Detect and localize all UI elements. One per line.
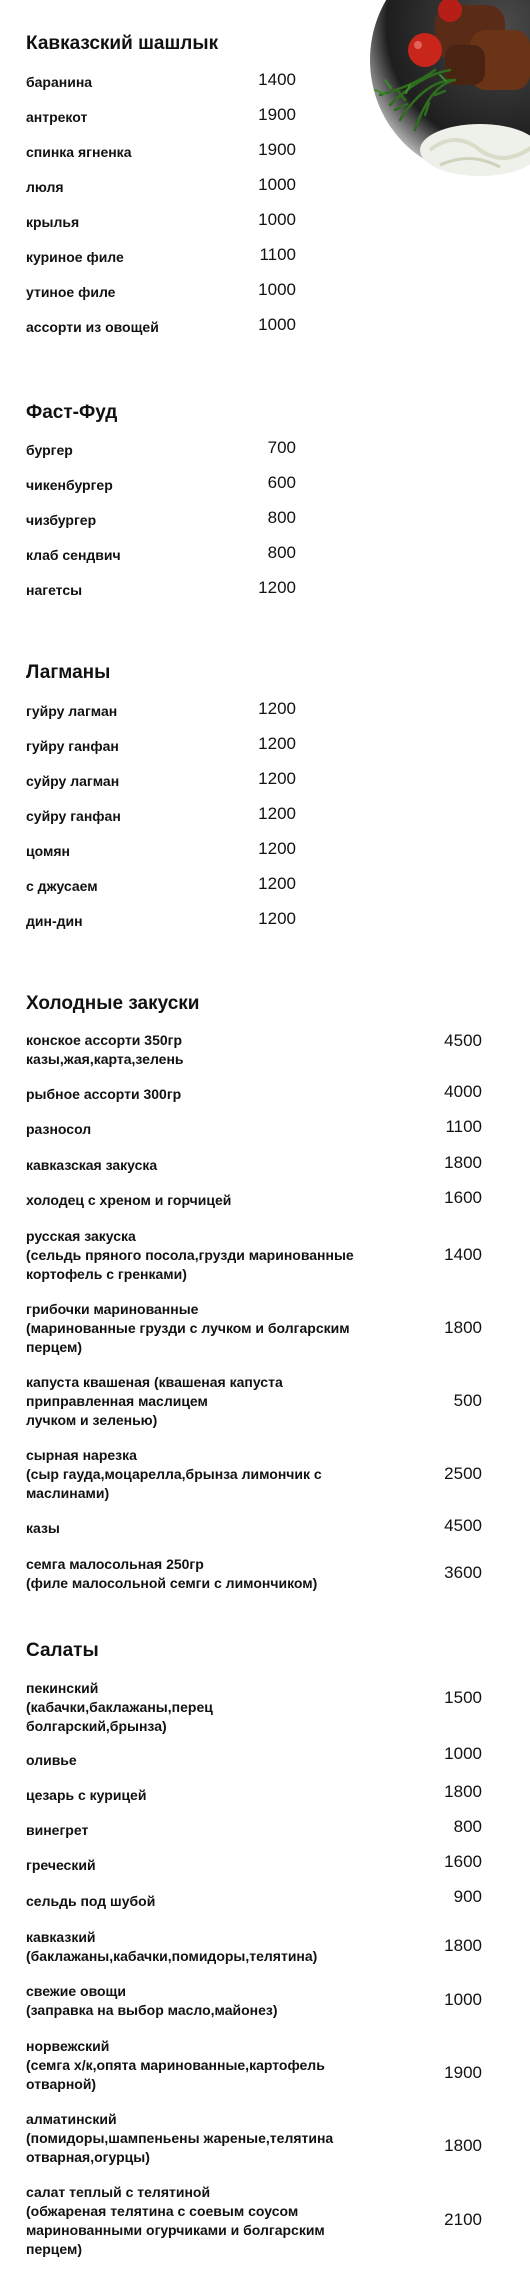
menu-item-price: 1600	[444, 1852, 482, 1871]
menu-item-name: пекинский (кабачки,баклажаны,перец болгарский,брынза)	[26, 1680, 213, 1734]
menu-item-price: 1000	[258, 175, 296, 194]
menu-item-name: греческий	[26, 1857, 96, 1873]
menu-item-price: 600	[267, 473, 296, 492]
menu-item-price: 800	[453, 1817, 482, 1836]
menu-item-price: 900	[453, 1887, 482, 1906]
menu-item-price: 1800	[444, 1153, 482, 1172]
section-title-salads: Салаты	[26, 1640, 99, 1661]
menu-item-name: чикенбургер	[26, 477, 113, 493]
menu-item-name: сельдь под шубой	[26, 1893, 156, 1909]
menu-item-name: холодец с хреном и горчицей	[26, 1192, 232, 1208]
menu-item-price: 1800	[444, 1936, 482, 1955]
menu-item-name: дин-дин	[26, 913, 83, 929]
menu-item-price: 1200	[258, 699, 296, 718]
menu-item-name: казы	[26, 1520, 60, 1536]
menu-item-name: рыбное ассорти 300гр	[26, 1086, 182, 1102]
menu-item-price: 1000	[258, 210, 296, 229]
menu-item-name: семга малосольная 250гр (филе малосольной семги с лимончиком)	[26, 1556, 318, 1591]
menu-item-name: сырная нарезка (сыр гауда,моцарелла,брынза лимончик с маслинами)	[26, 1447, 322, 1501]
menu-item-name: разносол	[26, 1121, 92, 1137]
menu-item-name: антрекот	[26, 109, 88, 125]
menu-item-price: 1900	[258, 105, 296, 124]
menu-item-price: 1200	[258, 769, 296, 788]
menu-item-name: чизбургер	[26, 512, 97, 528]
menu-item-price: 4500	[444, 1031, 482, 1050]
section-title-fastfood: Фаст-Фуд	[26, 402, 118, 423]
menu-item-name: свежие овощи (заправка на выбор масло,майонез)	[26, 1983, 278, 2018]
menu-item-price: 1000	[258, 315, 296, 334]
menu-item-name: с джусаем	[26, 878, 98, 894]
menu-item-price: 4000	[444, 1082, 482, 1101]
menu-item-name: кавказкий (баклажаны,кабачки,помидоры,телятина)	[26, 1929, 318, 1964]
menu-item-name: нагетсы	[26, 582, 83, 598]
menu-item-price: 1600	[444, 1188, 482, 1207]
menu-item-name: суйру лагман	[26, 773, 120, 789]
menu-item-name: капуста квашеная (квашеная капуста приправленная маслицем лучком и зеленью)	[26, 1374, 283, 1428]
menu-item-name: люля	[26, 179, 64, 195]
menu-item-price: 700	[267, 438, 296, 457]
menu-item-name: грибочки маринованные (маринованные грузди с лучком и болгарским перцем)	[26, 1301, 350, 1355]
menu-item-name: гуйру ганфан	[26, 738, 119, 754]
menu-item-name: куриное филе	[26, 249, 124, 265]
menu-item-name: ассорти из овощей	[26, 319, 159, 335]
menu-item-price: 3600	[444, 1563, 482, 1582]
menu-item-price: 1800	[444, 2136, 482, 2155]
menu-item-price: 1200	[258, 804, 296, 823]
menu-item-price: 1900	[444, 2063, 482, 2082]
menu-item-price: 1800	[444, 1318, 482, 1337]
menu-item-price: 1400	[258, 70, 296, 89]
menu-item-name: оливье	[26, 1752, 77, 1768]
menu-item-price: 1800	[444, 1782, 482, 1801]
menu-item-price: 2500	[444, 1464, 482, 1483]
menu-item-name: цомян	[26, 843, 70, 859]
menu-item-price: 500	[453, 1391, 482, 1410]
menu-item-price: 1000	[444, 1990, 482, 2009]
menu-item-name: русская закуска (сельдь пряного посола,грузди маринованные кортофель с гренками)	[26, 1228, 354, 1282]
menu-item-name: алматинский (помидоры,шампеньены жареные,телятина отварная,огурцы)	[26, 2111, 334, 2165]
section-title-lagman: Лагманы	[26, 662, 111, 683]
menu-item-name: винегрет	[26, 1822, 89, 1838]
section-title-cold-snacks: Холодные закуски	[26, 993, 200, 1014]
section-title-shashlik: Кавказский шашлык	[26, 33, 219, 54]
menu-item-name: салат теплый с телятиной (обжареная телятина с соевым соусом маринованными огурчиками и болгарским перцем)	[26, 2184, 325, 2257]
menu-item-name: гуйру лагман	[26, 703, 118, 719]
menu-item-price: 1900	[258, 140, 296, 159]
menu-item-price: 1200	[258, 734, 296, 753]
menu-item-name: конское ассорти 350гр казы,жая,карта,зелень	[26, 1032, 184, 1067]
menu-item-price: 1200	[258, 839, 296, 858]
menu-item-price: 800	[267, 508, 296, 527]
menu-item-name: норвежский (семга х/к,опята маринованные,картофель отварной)	[26, 2038, 325, 2092]
menu-item-price: 2100	[444, 2210, 482, 2229]
menu-item-name: цезарь с курицей	[26, 1787, 147, 1803]
shashlik-photo	[330, 0, 530, 185]
menu-item-name: крылья	[26, 214, 80, 230]
menu-item-name: кавказская закуска	[26, 1157, 158, 1173]
menu-item-price: 1000	[258, 280, 296, 299]
menu-item-price: 1200	[258, 909, 296, 928]
menu-item-name: бургер	[26, 442, 73, 458]
menu-item-price: 1200	[258, 578, 296, 597]
menu-item-price: 1100	[445, 1117, 482, 1136]
menu-item-price: 800	[267, 543, 296, 562]
menu-item-price: 4500	[444, 1516, 482, 1535]
menu-item-name: баранина	[26, 74, 93, 90]
menu-item-name: утиное филе	[26, 284, 116, 300]
menu-item-price: 1400	[444, 1245, 482, 1264]
menu-item-name: спинка ягненка	[26, 144, 132, 160]
menu-item-price: 1200	[258, 874, 296, 893]
menu-item-price: 1100	[259, 245, 296, 264]
menu-item-name: суйру ганфан	[26, 808, 121, 824]
menu-item-price: 1500	[444, 1688, 482, 1707]
menu-item-name: клаб сендвич	[26, 547, 121, 563]
menu-item-price: 1000	[444, 1744, 482, 1763]
